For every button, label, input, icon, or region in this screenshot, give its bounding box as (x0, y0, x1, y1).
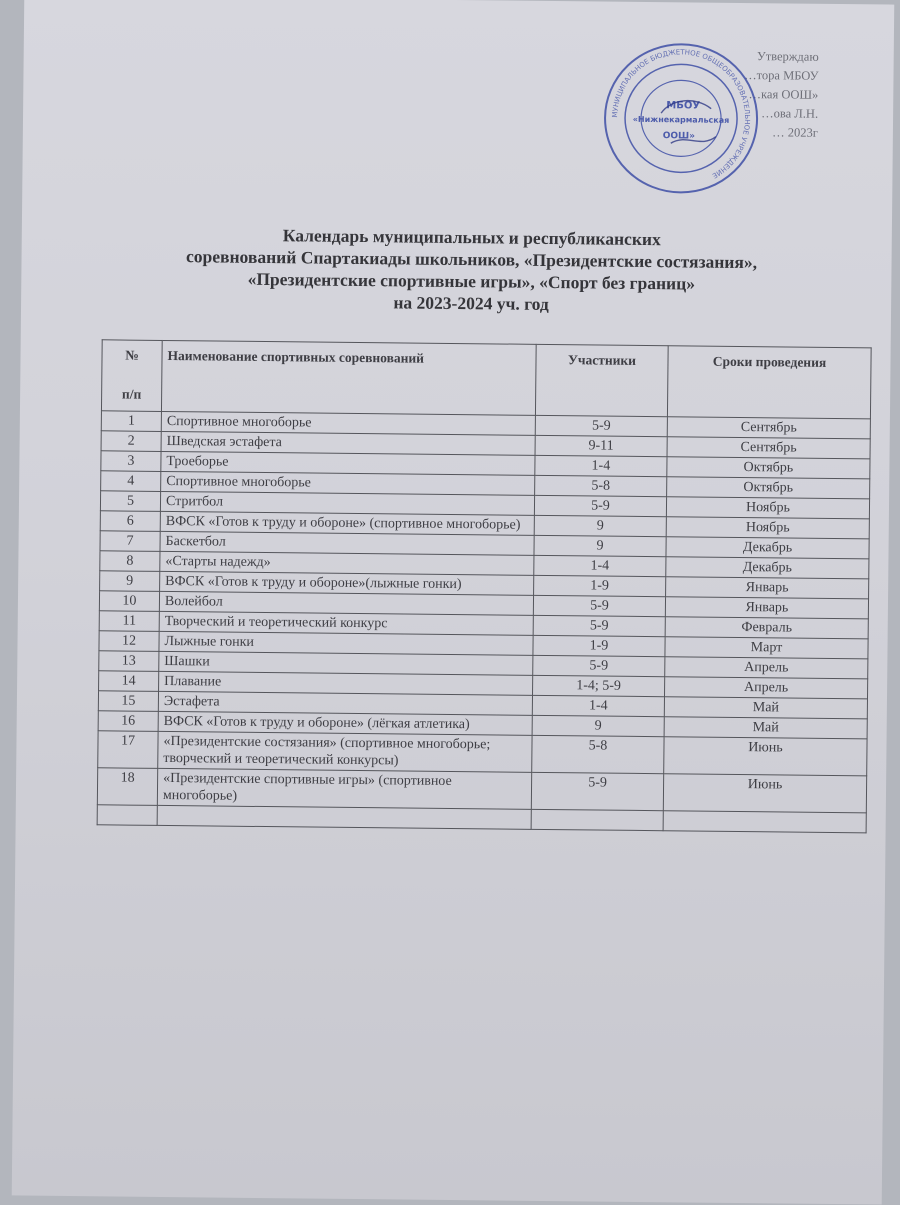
stamp-ring-text: МУНИЦИПАЛЬНОЕ БЮДЖЕТНОЕ ОБЩЕОБРАЗОВАТЕЛЬНОЕ УЧРЕЖДЕНИЕ (610, 48, 752, 180)
title-line: «Президентские спортивные игры», «Спорт без границ» (247, 268, 696, 294)
row-date: Ноябрь (666, 517, 869, 539)
row-number: 16 (98, 711, 158, 732)
row-date: Декабрь (666, 537, 869, 559)
empty-cell (531, 809, 663, 830)
row-name: Троеборье (161, 451, 535, 475)
row-number: 2 (101, 431, 161, 452)
row-date: Март (665, 637, 868, 659)
approval-line: Утверждаю (756, 49, 819, 64)
header-dates: Сроки проведения (667, 346, 871, 419)
row-participants: 5-9 (534, 495, 666, 516)
row-name: ВФСК «Готов к труду и обороне» (лёгкая атлетика) (158, 711, 532, 735)
approval-line: …тора МБОУ (744, 68, 819, 83)
row-name: Шведская эстафета (161, 431, 535, 455)
stamp-text: «Нижнекармальская (632, 114, 730, 125)
row-number: 14 (99, 671, 159, 692)
row-number: 7 (100, 531, 160, 552)
row-participants: 1-4 (535, 455, 667, 476)
row-name: Стритбол (160, 491, 534, 515)
row-participants: 5-9 (531, 772, 663, 810)
row-participants: 5-8 (535, 475, 667, 496)
svg-text:МУНИЦИПАЛЬНОЕ БЮДЖЕТНОЕ ОБЩЕОБ (610, 48, 751, 181)
row-date: Февраль (665, 617, 868, 639)
row-date: Май (664, 697, 867, 719)
row-date: Апрель (665, 657, 868, 679)
title-line: соревнований Спартакиады школьников, «Президентские состязания», (185, 246, 758, 273)
row-participants: 1-4; 5-9 (533, 675, 665, 696)
row-participants: 5-9 (533, 655, 665, 676)
row-number: 8 (100, 551, 160, 572)
row-participants: 5-9 (533, 595, 665, 616)
title-line: на 2023-2024 уч. год (393, 292, 549, 314)
row-name: ВФСК «Готов к труду и обороне» (спортивное многоборье) (160, 511, 534, 535)
row-number: 6 (100, 511, 160, 532)
row-name: «Президентские спортивные игры» (спортивное многоборье) (157, 768, 531, 809)
row-number: 5 (100, 491, 160, 512)
row-participants: 9 (534, 515, 666, 536)
row-name: Творческий и теоретический конкурс (159, 611, 533, 635)
header-participants: Участники (535, 344, 668, 416)
row-participants: 9 (534, 535, 666, 556)
row-number: 9 (100, 571, 160, 592)
header-name: Наименование спортивных соревнований (161, 340, 536, 415)
competition-calendar-table (97, 339, 872, 833)
row-participants: 1-4 (532, 695, 664, 716)
row-date: Апрель (664, 677, 867, 699)
row-participants: 1-9 (534, 575, 666, 596)
title-line: Календарь муниципальных и республиканских (282, 225, 661, 250)
row-name: Эстафета (158, 691, 532, 715)
row-number: 13 (99, 651, 159, 672)
row-name: «Президентские состязания» (спортивное многоборье; творческий и теоретический конкурсы) (158, 731, 532, 772)
row-name: «Старты надежд» (160, 551, 534, 575)
row-name: ВФСК «Готов к труду и обороне»(лыжные гонки) (160, 571, 534, 595)
row-participants: 5-8 (532, 735, 664, 773)
row-date: Декабрь (666, 557, 869, 579)
approval-line: …ова Л.Н. (761, 106, 819, 121)
approval-line: … 2023г (772, 125, 818, 140)
row-date: Январь (666, 577, 869, 599)
school-seal-stamp (600, 38, 762, 200)
row-name: Баскетбол (160, 531, 534, 555)
row-name: Плавание (159, 671, 533, 695)
row-name: Шашки (159, 651, 533, 675)
row-number: 17 (98, 731, 158, 769)
row-number: 15 (98, 691, 158, 712)
row-date: Сентябрь (667, 417, 870, 439)
row-name: Спортивное многоборье (161, 411, 535, 435)
row-number: 10 (99, 591, 159, 612)
row-number: 18 (97, 768, 157, 806)
row-date: Май (664, 717, 867, 739)
row-date: Октябрь (667, 477, 870, 499)
row-number: 12 (99, 631, 159, 652)
row-name: Волейбол (159, 591, 533, 615)
row-date: Июнь (663, 774, 866, 813)
empty-cell (97, 805, 157, 826)
table-header-row (101, 340, 871, 419)
stamp-text: МБОУ (666, 100, 701, 112)
empty-cell (157, 805, 531, 829)
row-name: Лыжные гонки (159, 631, 533, 655)
empty-cell (663, 811, 866, 833)
row-date: Октябрь (667, 457, 870, 479)
row-participants: 5-9 (533, 615, 665, 636)
row-number: 11 (99, 611, 159, 632)
row-name: Спортивное многоборье (161, 471, 535, 495)
document-title (81, 222, 862, 318)
approval-line: …кая ООШ» (748, 87, 819, 102)
row-participants: 5-9 (535, 415, 667, 436)
row-date: Сентябрь (667, 437, 870, 459)
row-participants: 1-4 (534, 555, 666, 576)
row-number: 4 (101, 471, 161, 492)
row-date: Ноябрь (666, 497, 869, 519)
header-number: № п/п (101, 340, 162, 412)
row-number: 1 (101, 411, 161, 432)
row-date: Июнь (664, 737, 867, 776)
row-number: 3 (101, 451, 161, 472)
row-participants: 1-9 (533, 635, 665, 656)
row-participants: 9-11 (535, 435, 667, 456)
row-date: Январь (665, 597, 868, 619)
document-page (12, 0, 895, 1205)
row-participants: 9 (532, 715, 664, 736)
stamp-text: ООШ» (662, 131, 696, 142)
